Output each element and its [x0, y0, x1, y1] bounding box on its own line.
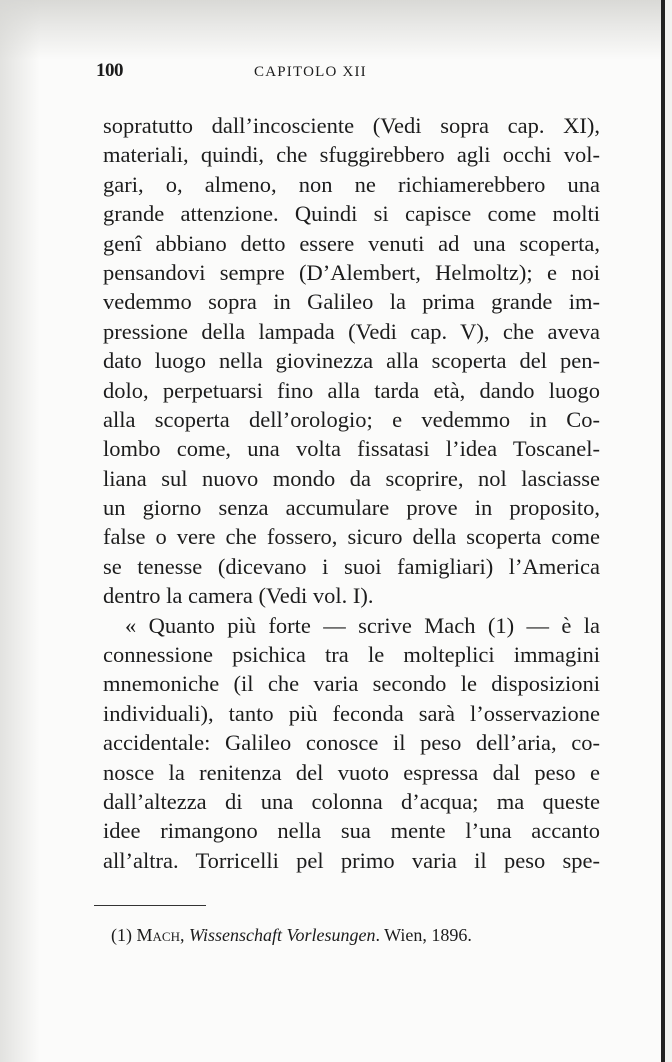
text-line: all’altra. Torricelli pel primo varia il peso spe-	[103, 847, 600, 873]
page-header	[0, 60, 660, 86]
text-line: false o vere che fossero, sicuro della scoperta come	[103, 524, 600, 550]
text-line: « Quanto più forte — scrive Mach (1) — è la	[125, 612, 600, 638]
text-line: individuali), tanto più feconda sarà l’osservazione	[103, 700, 600, 726]
footnote-rest: . Wien, 1896.	[375, 925, 472, 945]
paragraph	[103, 611, 600, 876]
footnote	[111, 925, 472, 946]
text-line: nosce la renitenza del vuoto espressa dal peso e	[103, 759, 600, 785]
text-line: se tenesse (dicevano i suoi famigliari) l’America	[103, 553, 600, 579]
text-line: pressione della lampada (Vedi cap. V), che aveva	[103, 318, 600, 344]
text-line: materiali, quindi, che sfuggirebbero agli occhi vol-	[103, 142, 600, 168]
text-line: pensandovi sempre (D’Alembert, Helmoltz); e noi	[103, 259, 600, 285]
running-head: CAPITOLO XII	[254, 64, 367, 80]
scan-shading-top	[0, 0, 672, 60]
page-edge-margin	[665, 0, 672, 1062]
text-line: grande attenzione. Quindi si capisce come molti	[103, 201, 600, 227]
text-line: dall’altezza di una colonna d’acqua; ma queste	[103, 788, 600, 814]
footnote-comma: ,	[179, 925, 185, 945]
footnote-marker: (1)	[111, 925, 132, 945]
text-line: connessione psichica tra le molteplici immagini	[103, 642, 600, 668]
text-line: accidentale: Galileo conosce il peso dell’aria, co-	[103, 730, 600, 756]
text-line: lombo come, una volta fissatasi l’idea Toscanel-	[103, 436, 600, 462]
text-line: idee rimangono nella sua mente l’una accanto	[103, 818, 600, 844]
paragraph	[103, 111, 600, 611]
text-line: sopratutto dall’incosciente (Vedi sopra cap. XI),	[103, 113, 600, 138]
text-line: liana sul nuovo mondo da scoprire, nol lasciasse	[103, 465, 600, 491]
text-line: dato luogo nella giovinezza alla scoperta del pen-	[103, 348, 600, 374]
text-line: un giorno senza accumulare prove in proposito,	[103, 495, 600, 521]
text-line: mnemoniche (il che varia secondo le disposizioni	[103, 671, 600, 697]
footnote-rule	[94, 905, 206, 906]
text-line: genî abbiano detto essere venuti ad una scoperta,	[103, 230, 600, 256]
text-line: dolo, perpetuarsi fino alla tarda età, dando luogo	[103, 377, 600, 403]
body-text	[103, 111, 600, 875]
text-line: dentro la camera (Vedi vol. I).	[103, 583, 374, 609]
footnote-author: Mach	[136, 925, 180, 945]
page-number: 100	[96, 60, 123, 81]
text-line: gari, o, almeno, non ne richiamerebbero una	[103, 171, 600, 197]
text-line: alla scoperta dell’orologio; e vedemmo in Co-	[103, 406, 600, 432]
scan-shading-left	[0, 0, 40, 1062]
text-line: vedemmo sopra in Galileo la prima grande im-	[103, 289, 600, 315]
footnote-title: Wissenschaft Vorlesungen	[188, 925, 376, 945]
